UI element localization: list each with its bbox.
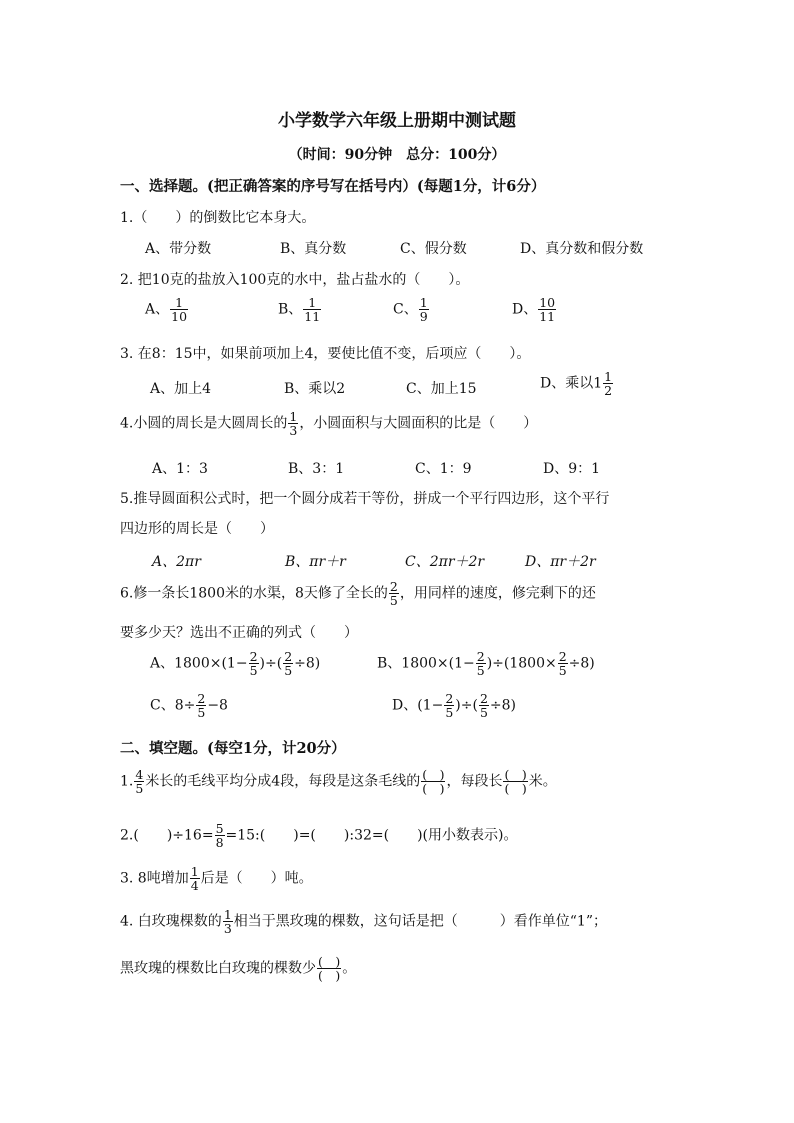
q3-option-a: A、加上4 xyxy=(150,381,212,397)
q1-option-c: C、假分数 xyxy=(400,241,467,257)
q6-option-d: D、(1− $\frac{2}{5}$ )÷( $\frac{2}{5}$ ÷8) xyxy=(392,691,516,721)
q6-option-c: C、8÷ $\frac{2}{5}$ −8 xyxy=(150,691,228,721)
section-heading-fill: 二、填空题。(每空1分，计20分） xyxy=(120,740,346,757)
question-4-text: 4.小圆的周长是大圆周长的 $\frac{1}{3}$ ，小圆面积与大圆面积的比是（ ） xyxy=(120,409,538,439)
q5-option-b: B、πr＋r xyxy=(285,554,346,570)
q4-option-c: C、1：9 xyxy=(415,461,472,477)
question-6-line1: 6.修一条长1800米的水渠，8天修了全长的 $\frac{2}{5}$ ，用同样的速度，修完剩下的还 xyxy=(120,579,596,609)
q4-option-d: D、9：1 xyxy=(543,461,601,477)
q2-option-c: C、 $\frac{1}{9}$ xyxy=(393,295,428,325)
q5-option-d: D、πr＋2r xyxy=(525,554,596,570)
answer-blank-fraction[interactable]: $\frac{( )}{( )}$ xyxy=(422,767,445,797)
answer-blank-fraction[interactable]: $\frac{( )}{( )}$ xyxy=(318,954,341,984)
fill-question-2: 2.( )÷16= $\frac{5}{8}$ =15:( )=( ):32=( )(用小数表示)。 xyxy=(120,821,518,851)
section-heading-choice: 一、选择题。(把正确答案的序号写在括号内）(每题1分，计6分） xyxy=(120,178,546,195)
page-title: 小学数学六年级上册期中测试题 xyxy=(278,111,516,131)
q3-option-c: C、加上15 xyxy=(406,381,477,397)
question-1-text: 1.（ ）的倒数比它本身大。 xyxy=(120,210,316,226)
q5-option-c: C、2πr＋2r xyxy=(405,554,485,570)
q1-option-a: A、带分数 xyxy=(145,241,212,257)
q4-option-b: B、3：1 xyxy=(288,461,345,477)
q1-option-d: D、真分数和假分数 xyxy=(520,241,644,257)
q5-option-a: A、2πr xyxy=(152,554,201,570)
q3-option-d: D、乘以1 $\frac{1}{2}$ xyxy=(540,369,613,399)
q3-option-b: B、乘以2 xyxy=(284,381,346,397)
q2-option-b: B、 $\frac{1}{11}$ xyxy=(278,295,321,325)
q4-option-a: A、1：3 xyxy=(152,461,208,477)
answer-blank-fraction[interactable]: $\frac{( )}{( )}$ xyxy=(504,767,527,797)
q6-option-b: B、1800×(1− $\frac{2}{5}$ )÷(1800× $\frac{2}{5}$ ÷8) xyxy=(377,649,595,679)
question-3-text: 3. 在8：15中，如果前项加上4，要使比值不变，后项应（ ）。 xyxy=(120,346,531,362)
question-5-line2: 四边形的周长是（ ） xyxy=(120,521,274,537)
fill-question-3: 3. 8吨增加 $\frac{1}{4}$ 后是（ ）吨。 xyxy=(120,864,313,894)
fill-question-1: 1. $\frac{4}{5}$ 米长的毛线平均分成4段，每段是这条毛线的 $\frac{( )}{( )}$ ，每段长 $\frac{( )}{( )}$ 米。 xyxy=(120,767,557,797)
fill-question-4: 4. 白玫瑰棵数的 $\frac{1}{3}$ 相当于黑玫瑰的棵数，这句话是把（ ）看作单位“1”； xyxy=(120,907,607,937)
q6-option-a: A、1800×(1− $\frac{2}{5}$ )÷( $\frac{2}{5}$ ÷8) xyxy=(150,649,321,679)
q1-option-b: B、真分数 xyxy=(280,241,347,257)
page-subtitle: （时间：90分钟 总分：100分） xyxy=(288,147,506,163)
q2-option-a: A、 $\frac{1}{10}$ xyxy=(145,295,188,325)
fill-question-4-line2: 黑玫瑰的棵数比白玫瑰的棵数少 $\frac{( )}{( )}$ 。 xyxy=(120,954,357,984)
question-2-text: 2. 把10克的盐放入100克的水中，盐占盐水的（ ）。 xyxy=(120,272,470,288)
question-5-line1: 5.推导圆面积公式时，把一个圆分成若干等份，拼成一个平行四边形，这个平行 xyxy=(120,491,610,507)
q2-option-d: D、 $\frac{10}{11}$ xyxy=(512,295,556,325)
question-6-line2: 要多少天？选出不正确的列式（ ） xyxy=(120,625,358,641)
